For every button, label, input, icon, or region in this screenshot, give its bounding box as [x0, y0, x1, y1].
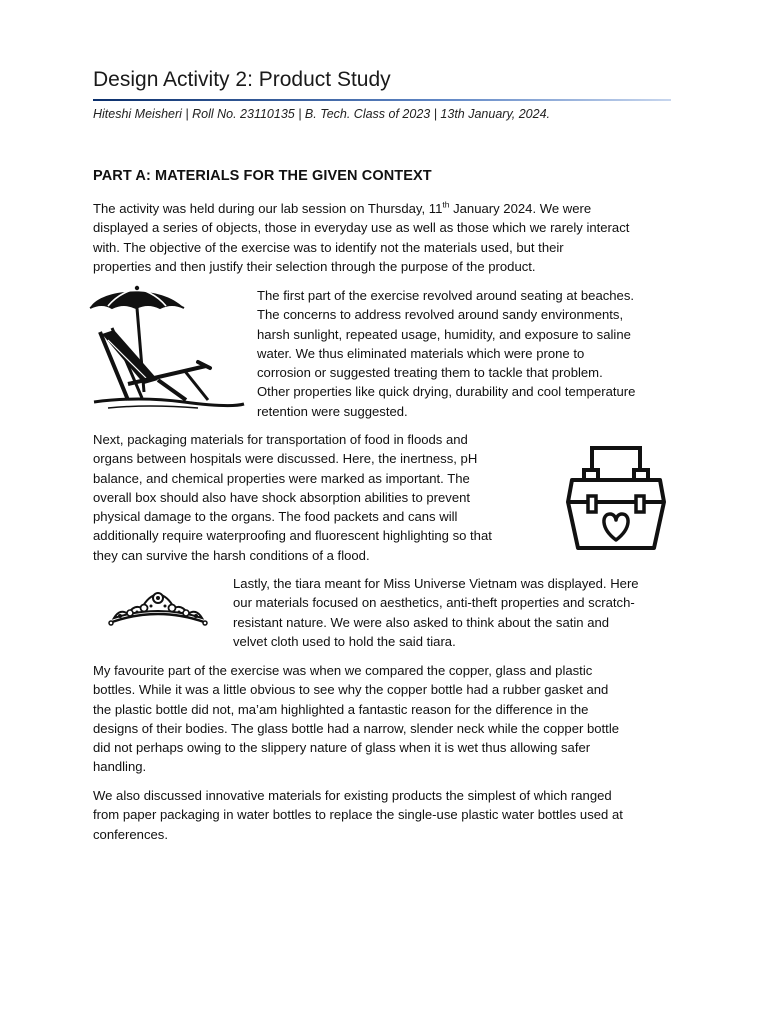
beach-seating-paragraph: The first part of the exercise revolved around seating at beaches. The concerns to address revolved around sandy environments, harsh sunlight, repeated usage, humidity, and exposure to saline water. We thus eliminated materials which were prone to corrosion or suggested treating them to tackle that problem. Other properties like quick drying, durability and cool temperature retention were suggested. [257, 288, 636, 419]
intro-line: The activity was held during our lab session on Thursday, 11th January 2024. We were [93, 199, 592, 216]
section-heading: PART A: MATERIALS FOR THE GIVEN CONTEXT [93, 168, 432, 184]
intro-line: properties and then justify their selection through the purpose of the product. [93, 258, 536, 274]
bottles-paragraph: My favourite part of the exercise was when we compared the copper, glass and plastic bottles. While it was a little obvious to see why the copper bottle had a rubber gasket and the plastic bottle did not, ma’am highlighted a fantastic reason for the difference in the designs of their bodies. The glass bottle had a narrow, slender neck while the copper bottle did not perhaps owing to the slippery nature of glass when it is wet thus allowing safer handling. [93, 663, 620, 775]
page-title: Design Activity 2: Product Study [93, 68, 391, 91]
tiara-icon [108, 586, 208, 628]
intro-line: with. The objective of the exercise was to identify not the materials used, but their [93, 239, 564, 255]
beach-chair-umbrella-icon [88, 284, 246, 412]
tiara-paragraph: Lastly, the tiara meant for Miss Universe Vietnam was displayed. Here our materials focused on aesthetics, anti-theft properties and scratch- resistant nature. We were also asked to think about the satin and velvet cloth used to hold the said tiara. [233, 576, 639, 649]
packaging-paragraph: Next, packaging materials for transportation of food in floods and organs between hospitals were discussed. Here, the inertness, pH balance, and chemical properties were marked as important. The overall box should also have shock absorption abilities to prevent physical damage to the organs. The food packets and cans will additionally require waterproofing and fluorescent highlighting so that they can survive the harsh conditions of a flood. [93, 432, 492, 563]
intro-paragraph [93, 199, 629, 276]
innovation-paragraph: We also discussed innovative materials for existing products the simplest of which ranged from paper packaging in water bottles to replace the single-use plastic water bottles used at conferences. [93, 788, 623, 842]
intro-line: displayed a series of objects, those in everyday use as well as those which we rarely interact [93, 220, 630, 236]
medical-box-heart-icon [566, 444, 666, 554]
title-underline [93, 99, 671, 101]
author-line: Hiteshi Meisheri | Roll No. 23110135 | B. Tech. Class of 2023 | 13th January, 2024. [93, 107, 550, 121]
